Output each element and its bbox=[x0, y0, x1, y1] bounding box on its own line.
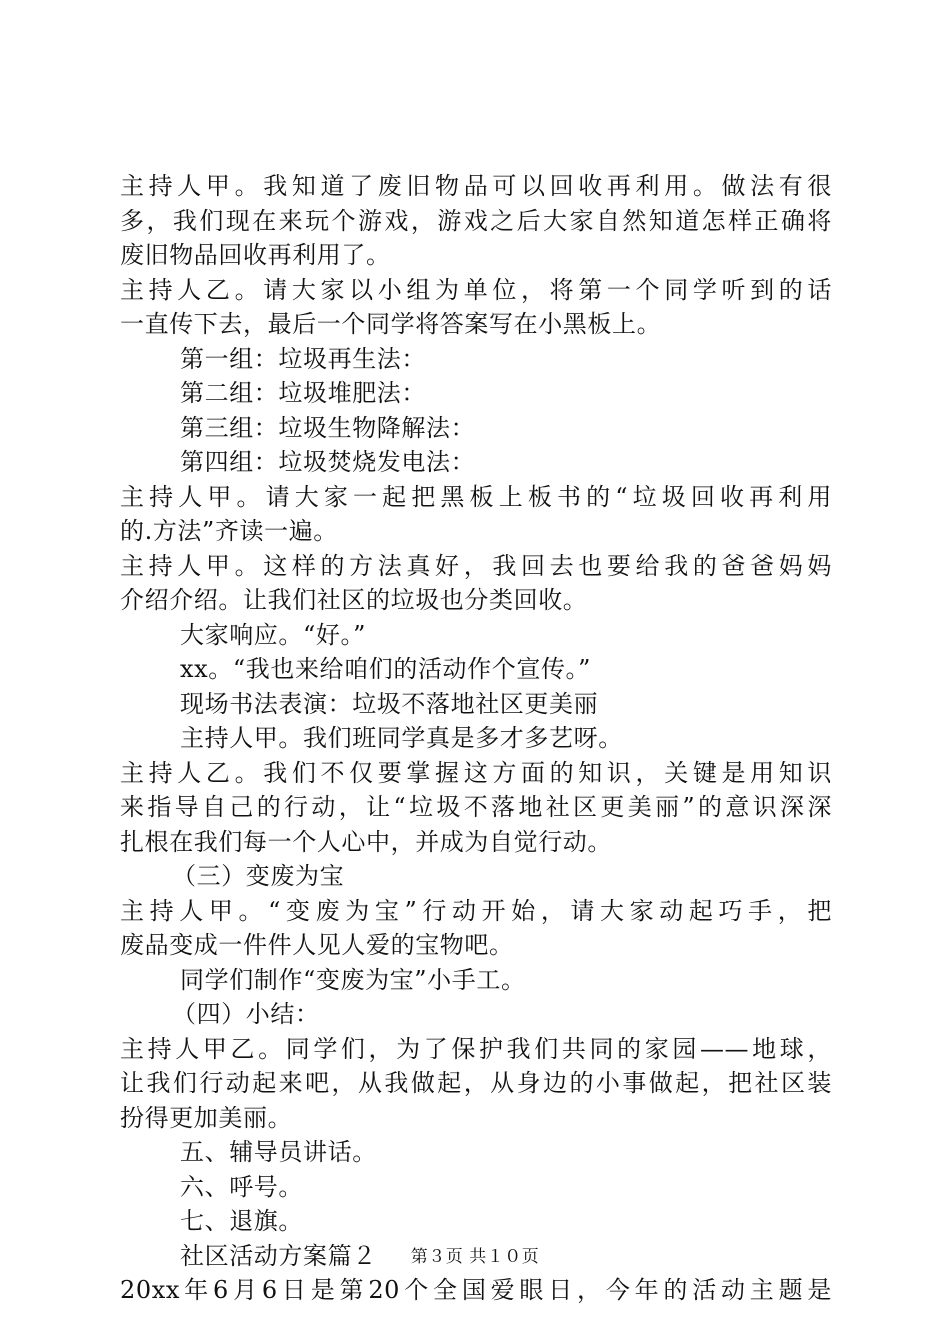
paragraph-line: 让我们行动起来吧，从我做起，从身边的小事做起，把社区装 bbox=[120, 1069, 832, 1097]
paragraph-line: 同学们制作“变废为宝”小手工。 bbox=[180, 966, 526, 994]
paragraph-line: 七、退旗。 bbox=[180, 1207, 303, 1235]
paragraph-line: 现场书法表演：垃圾不落地社区更美丽 bbox=[180, 690, 599, 718]
paragraph-line: xx。“我也来给咱们的活动作个宣传。” bbox=[180, 655, 592, 683]
paragraph-line: 一直传下去，最后一个同学将答案写在小黑板上。 bbox=[120, 310, 662, 338]
paragraph-line: 20xx年6月6日是第20个全国爱眼日，今年的活动主题是 bbox=[120, 1276, 832, 1304]
paragraph-line: 来指导自己的行动，让“垃圾不落地社区更美丽”的意识深深 bbox=[120, 793, 832, 821]
paragraph-line: 废品变成一件件人见人爱的宝物吧。 bbox=[120, 931, 514, 959]
page-number-footer: 第３页 共１０页 bbox=[410, 1247, 540, 1267]
paragraph-line: 主持人乙。我们不仅要掌握这方面的知识，关键是用知识 bbox=[120, 759, 832, 787]
paragraph-line: 扮得更加美丽。 bbox=[120, 1104, 293, 1132]
paragraph-line: 第三组：垃圾生物降解法： bbox=[180, 414, 476, 442]
paragraph-line: 六、呼号。 bbox=[180, 1173, 303, 1201]
paragraph-line: 主持人甲。我知道了废旧物品可以回收再利用。做法有很 bbox=[120, 172, 832, 200]
paragraph-line: 第二组：垃圾堆肥法： bbox=[180, 379, 426, 407]
paragraph-line: 扎根在我们每一个人心中，并成为自觉行动。 bbox=[120, 828, 612, 856]
section-heading: 社区活动方案篇２ bbox=[180, 1242, 377, 1270]
paragraph-line: 主持人甲。“变废为宝”行动开始，请大家动起巧手，把 bbox=[120, 897, 832, 925]
paragraph-line: 多，我们现在来玩个游戏，游戏之后大家自然知道怎样正确将 bbox=[120, 207, 832, 235]
section-heading: （三）变废为宝 bbox=[172, 862, 345, 890]
paragraph-line: 主持人甲。这样的方法真好，我回去也要给我的爸爸妈妈 bbox=[120, 552, 832, 580]
paragraph-line: 大家响应。“好。” bbox=[180, 621, 366, 649]
paragraph-line: 第一组：垃圾再生法： bbox=[180, 345, 426, 373]
paragraph-line: 五、辅导员讲话。 bbox=[180, 1138, 377, 1166]
paragraph-line: 废旧物品回收再利用了。 bbox=[120, 241, 391, 269]
paragraph-line: 的.方法”齐读一遍。 bbox=[120, 517, 338, 545]
paragraph-line: 主持人乙。请大家以小组为单位，将第一个同学听到的话 bbox=[120, 276, 832, 304]
paragraph-line: 介绍介绍。让我们社区的垃圾也分类回收。 bbox=[120, 586, 588, 614]
paragraph-line: 第四组：垃圾焚烧发电法： bbox=[180, 448, 476, 476]
paragraph-line: 主持人甲。我们班同学真是多才多艺呀。 bbox=[180, 724, 623, 752]
paragraph-line: 主持人甲。请大家一起把黑板上板书的“垃圾回收再利用 bbox=[120, 483, 832, 511]
paragraph-line: 主持人甲乙。同学们，为了保护我们共同的家园——地球， bbox=[120, 1035, 832, 1063]
section-heading: （四）小结： bbox=[172, 1000, 320, 1028]
